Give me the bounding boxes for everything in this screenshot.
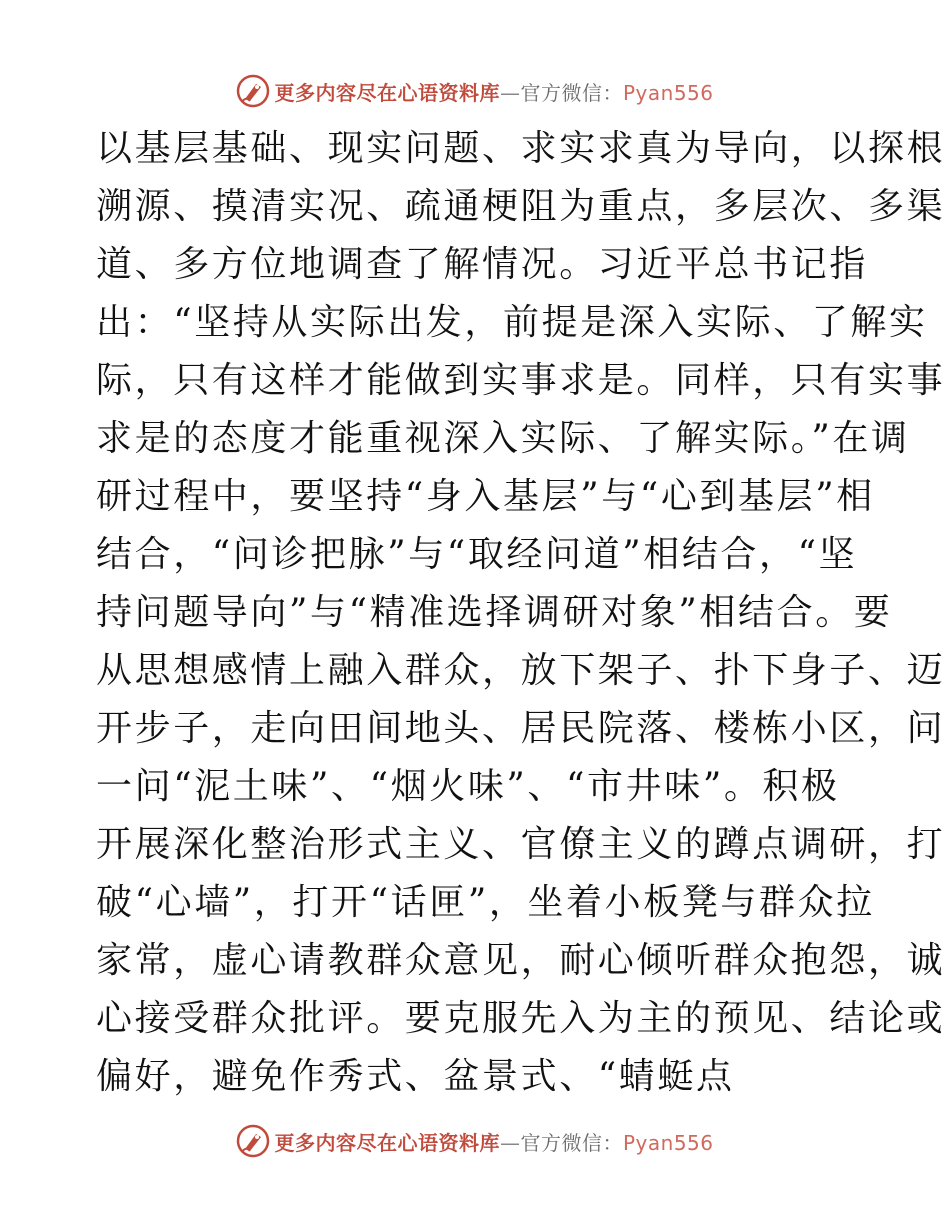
pen-nib-logo-icon xyxy=(236,74,270,108)
text-line: 以基层基础、现实问题、求实求真为导向，以探根 xyxy=(96,128,946,169)
text-line: 溯源、摸清实况、疏通梗阻为重点，多层次、多渠 xyxy=(96,186,946,227)
text-line: 开展深化整治形式主义、官僚主义的蹲点调研，打 xyxy=(96,824,946,865)
text-line: 出：“坚持从实际出发，前提是深入实际、了解实 xyxy=(96,302,928,343)
text-line: 心接受群众批评。要克服先入为主的预见、结论或 xyxy=(96,998,946,1039)
text-line: 家常，虚心请教群众意见，耐心倾听群众抱怨，诚 xyxy=(96,940,946,981)
banner-wechat-label: 官方微信： xyxy=(520,80,623,105)
text-line: 研过程中，要坚持“身入基层”与“心到基层”相 xyxy=(96,476,875,517)
text-line: 持问题导向”与“精准选择调研对象”相结合。要 xyxy=(96,592,893,633)
banner-wechat-id: Pyan556 xyxy=(622,80,714,105)
text-line: 开步子，走向田间地头、居民院落、楼栋小区，问 xyxy=(96,708,946,749)
banner-text xyxy=(274,77,713,106)
banner-wechat-label: 官方微信： xyxy=(520,1130,623,1155)
text-line: 从思想感情上融入群众，放下架子、扑下身子、迈 xyxy=(96,650,946,691)
banner-text xyxy=(274,1127,713,1156)
text-line: 破“心墙”，打开“话匣”，坐着小板凳与群众拉 xyxy=(96,882,875,923)
text-line: 结合，“问诊把脉”与“取经问道”相结合，“坚 xyxy=(96,534,858,575)
text-line: 求是的态度才能重视深入实际、了解实际。”在调 xyxy=(96,418,910,459)
document-body xyxy=(96,120,946,1106)
pen-nib-logo-icon xyxy=(236,1124,270,1158)
footer-banner xyxy=(0,1121,950,1161)
banner-wechat-id: Pyan556 xyxy=(622,1130,714,1155)
header-banner xyxy=(0,71,950,111)
banner-separator: — xyxy=(499,80,521,105)
text-line: 际，只有这样才能做到实事求是。同样，只有实事 xyxy=(96,360,946,401)
banner-main-text: 更多内容尽在心语资料库 xyxy=(274,80,500,105)
banner-separator: — xyxy=(499,1130,521,1155)
text-line: 一问“泥土味”、“烟火味”、“市井味”。积极 xyxy=(96,766,840,807)
text-line: 偏好，避免作秀式、盆景式、“蜻蜓点 xyxy=(96,1056,735,1097)
banner-main-text: 更多内容尽在心语资料库 xyxy=(274,1130,500,1155)
text-line: 道、多方位地调查了解情况。习近平总书记指 xyxy=(96,244,869,285)
